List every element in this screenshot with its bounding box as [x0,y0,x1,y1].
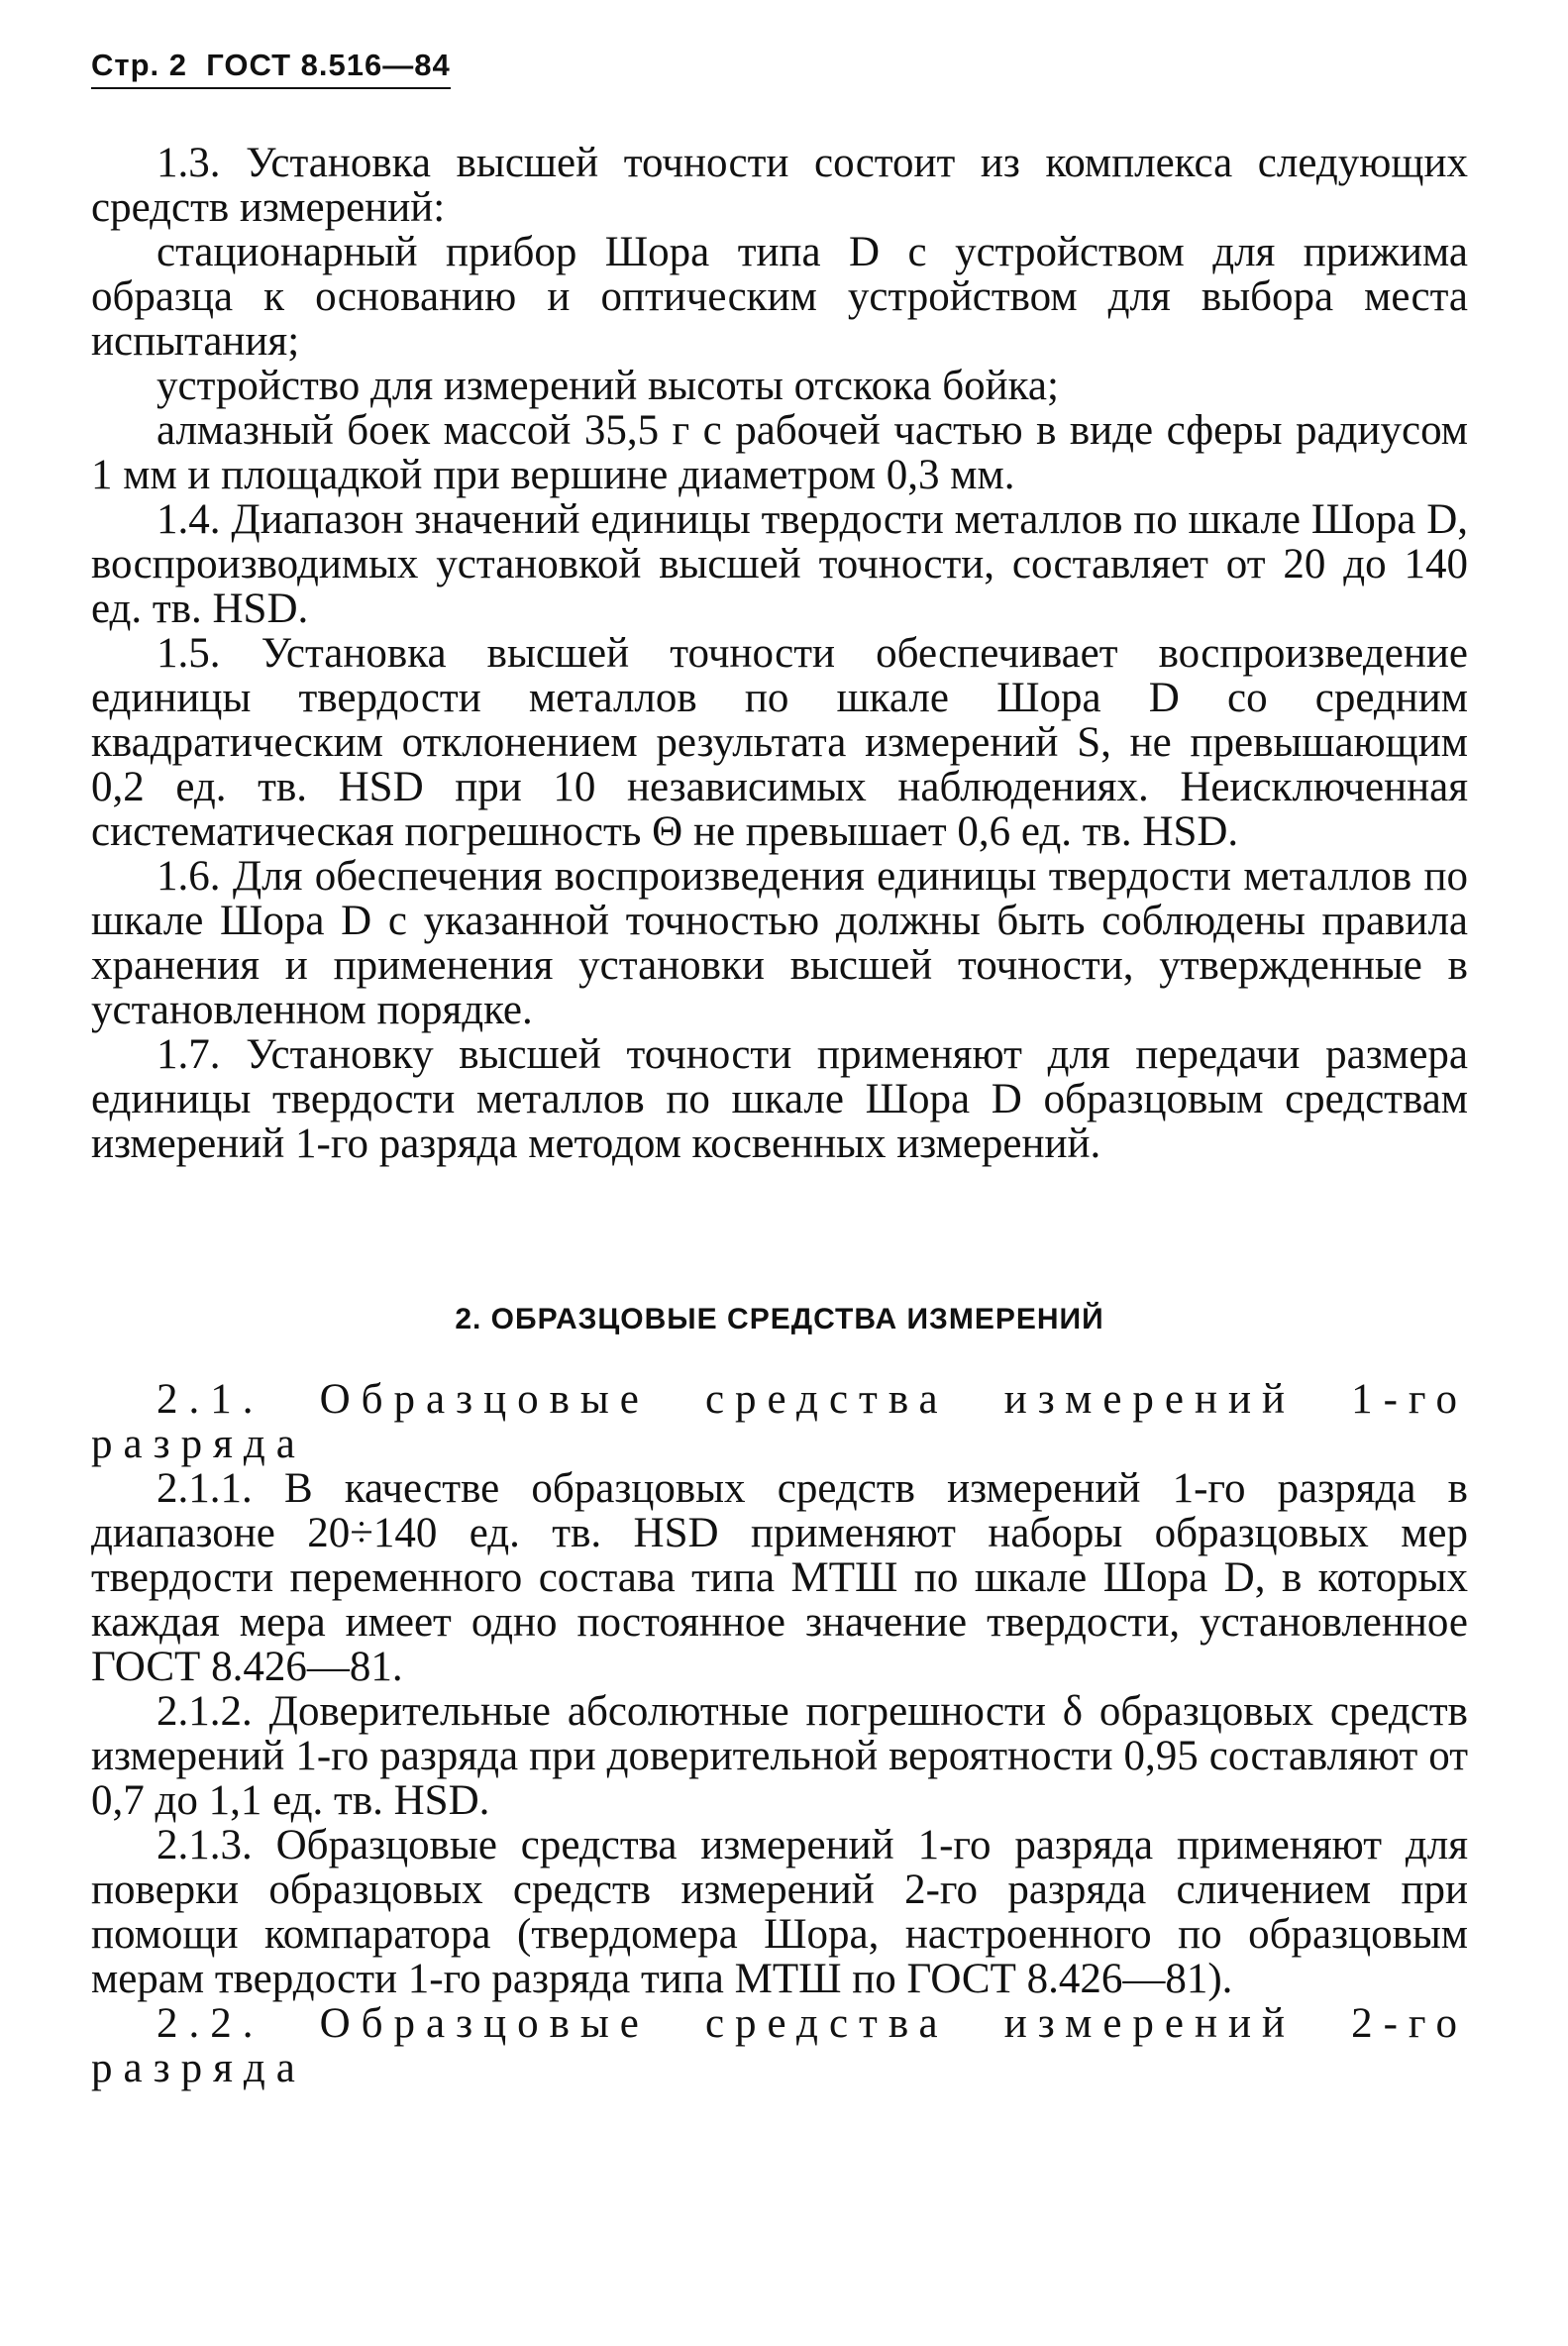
list-item-comparator: стационарный прибор Шора типа D с устройством для прижима образца к основанию и оптическим устройством для выбора места испытания; [91,229,1468,365]
section-1-body [91,141,1468,1166]
section-2-body [91,1377,1468,2090]
page-header [91,46,451,85]
paragraph-1-5: 1.5. Установка высшей точности обеспечивает воспроизведение единицы твердости металлов по шкале Шора D со средним квадратическим отклонением результата измерений S, не превышающим 0,2 ед. тв. HSD при 10 независимых наблюдениях. Неисключенная систематическая погрешность Θ не превышает 0,6 ед. тв. HSD. [91,630,1468,855]
subsection-2-2-title: 2.2. Образцовые средства измерений 2-го разряда [91,2000,1468,2091]
page-number: Стр. 2 [91,48,187,82]
standard-number: ГОСТ 8.516—84 [206,48,451,82]
paragraph-2-1-1: 2.1.1. В качестве образцовых средств измерений 1-го разряда в диапазоне 20÷140 ед. тв. HSD применяют наборы образцовых мер твердости переменного состава типа МТШ по шкале Шора D, в которых каждая мера имеет одно постоянное значение твердости, установленное ГОСТ 8.426—81. [91,1465,1468,1690]
list-item-rebound-device: устройство для измерений высоты отскока бойка; [157,363,1059,409]
list-item-diamond-striker: алмазный боек массой 35,5 г с рабочей частью в виде сферы радиусом 1 мм и площадкой при вершине диаметром 0,3 мм. [91,407,1468,498]
section-2-heading: 2. ОБРАЗЦОВЫЕ СРЕДСТВА ИЗМЕРЕНИЙ [455,1303,1104,1335]
paragraph-1-7: 1.7. Установку высшей точности применяют для передачи размера единицы твердости металлов по шкале Шора D образцовым средствам измерений 1-го разряда методом косвенных измерений. [91,1031,1468,1167]
paragraph-2-1-3: 2.1.3. Образцовые средства измерений 1-го разряда применяют для поверки образцовых средств измерений 2-го разряда сличением при помощи компаратора (твердомера Шора, настроенного по образцовым мерам твердости 1-го разряда типа МТШ по ГОСТ 8.426—81). [91,1822,1468,2002]
paragraph-2-1-2: 2.1.2. Доверительные абсолютные погрешности δ образцовых средств измерений 1-го разряда при доверительной вероятности 0,95 составляют от 0,7 до 1,1 ед. тв. HSD. [91,1688,1468,1824]
paragraph-1-4: 1.4. Диапазон значений единицы твердости металлов по шкале Шора D, воспроизводимых установкой высшей точности, составляет от 20 до 140 ед. тв. HSD. [91,496,1468,632]
header-underline [91,87,451,89]
paragraph-1-3: 1.3. Установка высшей точности состоит из комплекса следующих средств измерений: [91,140,1468,231]
paragraph-1-6: 1.6. Для обеспечения воспроизведения единицы твердости металлов по шкале Шора D с указанной точностью должны быть соблюдены правила хранения и применения установки высшей точности, утвержденные в установленном порядке. [91,853,1468,1033]
subsection-2-1-title: 2.1. Образцовые средства измерений 1-го разряда [91,1376,1468,1467]
